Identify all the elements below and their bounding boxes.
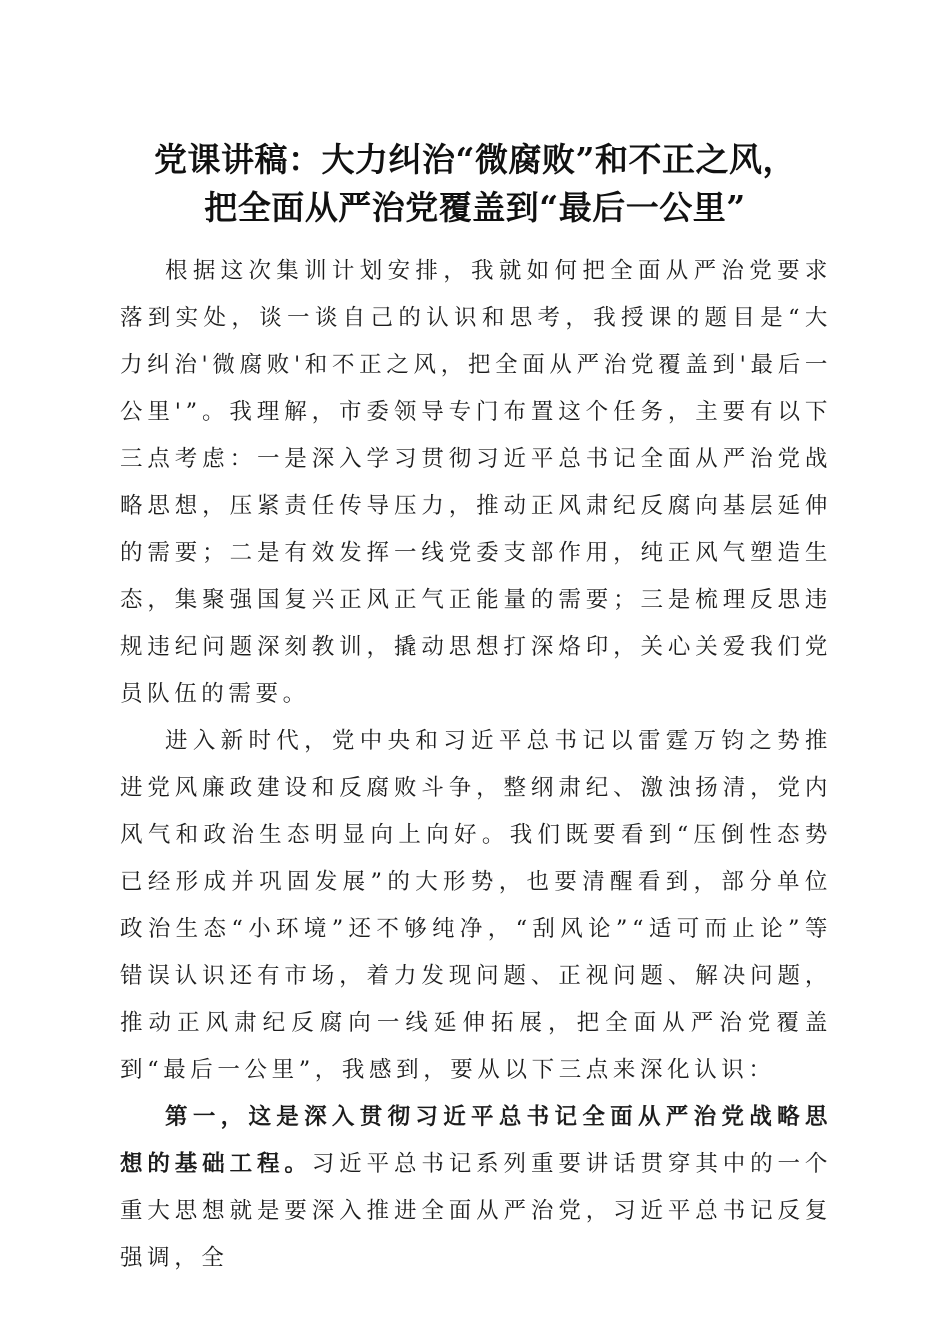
paragraph-1 (120, 248, 832, 718)
document-title (100, 136, 850, 232)
document-body (120, 248, 832, 1282)
paragraph-2-text: 进入新时代，党中央和习近平总书记以雷霆万钧之势推进党风廉政建设和反腐败斗争，整纲肃纪、激浊扬清，党内风气和政治生态明显向上向好。我们既要看到“压倒性态势已经形成并巩固发展”的大形势，也要清醒看到，部分单位政治生态“小环境”还不够纯净，“刮风论”“适可而止论”等错误认识还有市场，着力发现问题、正视问题、解决问题，推动正风肃纪反腐向一线延伸拓展，把全面从严治党覆盖到“最后一公里”，我感到，要从以下三点来深化认识： (120, 728, 832, 1083)
paragraph-2 (120, 718, 832, 1094)
paragraph-3-text: 习近平总书记系列重要讲话贯穿其中的一个重大思想就是要深入推进全面从严治党，习近平总书记反复强调，全 (120, 1151, 833, 1271)
paragraph-3 (120, 1094, 832, 1282)
title-line-2: 把全面从严治党覆盖到“最后一公里” (204, 188, 746, 227)
title-line-1: 党课讲稿：大力纠治“微腐败”和不正之风， (154, 140, 796, 179)
paragraph-3-lead: 第一，这是深入贯彻习近平总书记全面从严治党战略思想的基础工程。 (120, 1104, 832, 1177)
paragraph-1-text: 根据这次集训计划安排，我就如何把全面从严治党要求落到实处，谈一谈自己的认识和思考，我授课的题目是“大力纠治'微腐败'和不正之风，把全面从严治党覆盖到'最后一公里'”。我理解，市委领导专门布置这个任务，主要有以下三点考虑：一是深入学习贯彻习近平总书记全面从严治党战略思想，压紧责任传导压力，推动正风肃纪反腐向基层延伸的需要；二是有效发挥一线党委支部作用，纯正风气塑造生态，集聚强国复兴正风正气正能量的需要；三是梳理反思违规违纪问题深刻教训，撬动思想打深烙印，关心关爱我们党员队伍的需要。 (120, 258, 832, 707)
